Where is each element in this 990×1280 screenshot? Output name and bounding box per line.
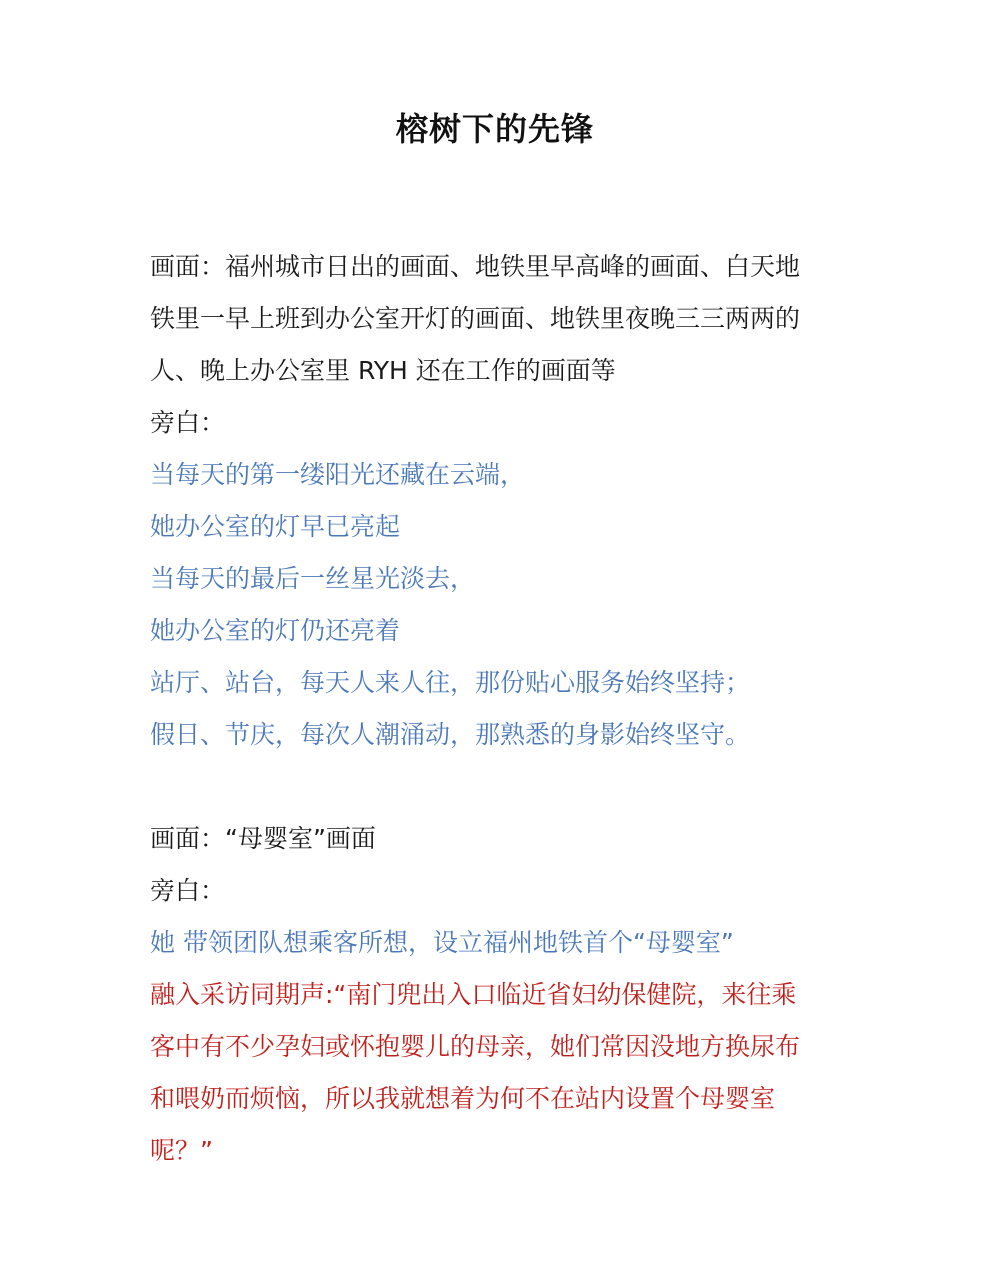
interview-quote-line: 和喂奶而烦恼，所以我就想着为何不在站内设置个母婴室 [150, 1084, 776, 1113]
section-spacer [150, 761, 850, 813]
scene-description-line-2: 铁里一早上班到办公室开灯的画面、地铁里夜晚三三两两的 [150, 304, 801, 333]
scene-description-line-3: 人、晚上办公室里 RYH 还在工作的画面等 [150, 356, 616, 385]
document-title: 榕树下的先锋 [395, 110, 594, 148]
scene-description-line-1: 画面：福州城市日出的画面、地铁里早高峰的画面、白天地 [150, 252, 801, 281]
narration-line: 她办公室的灯早已亮起 [150, 512, 401, 541]
narration-line: 假日、节庆，每次人潮涌动，那熟悉的身影始终坚守。 [150, 720, 751, 749]
narration-line: 站厅、站台，每天人来人往，那份贴心服务始终坚持； [150, 668, 751, 697]
scene-description-2: 画面：“母婴室”画面 [150, 824, 376, 853]
narration-line: 当每天的最后一丝星光淡去， [150, 564, 476, 593]
narration-line: 她办公室的灯仍还亮着 [150, 616, 401, 645]
interview-quote-line: 客中有不少孕妇或怀抱婴儿的母亲，她们常因没地方换尿布 [150, 1032, 801, 1061]
document-body [150, 241, 850, 1177]
narration-label: 旁白： [150, 408, 226, 437]
interview-quote-line: 融入采访同期声:“南门兜出入口临近省妇幼保健院，来往乘 [150, 980, 797, 1009]
narration-line: 当每天的第一缕阳光还藏在云端， [150, 460, 526, 489]
narration-label-2: 旁白： [150, 876, 226, 905]
narration-line-2: 她 带领团队想乘客所想，设立福州地铁首个“母婴室” [150, 928, 734, 957]
interview-quote-line: 呢？” [150, 1136, 213, 1165]
